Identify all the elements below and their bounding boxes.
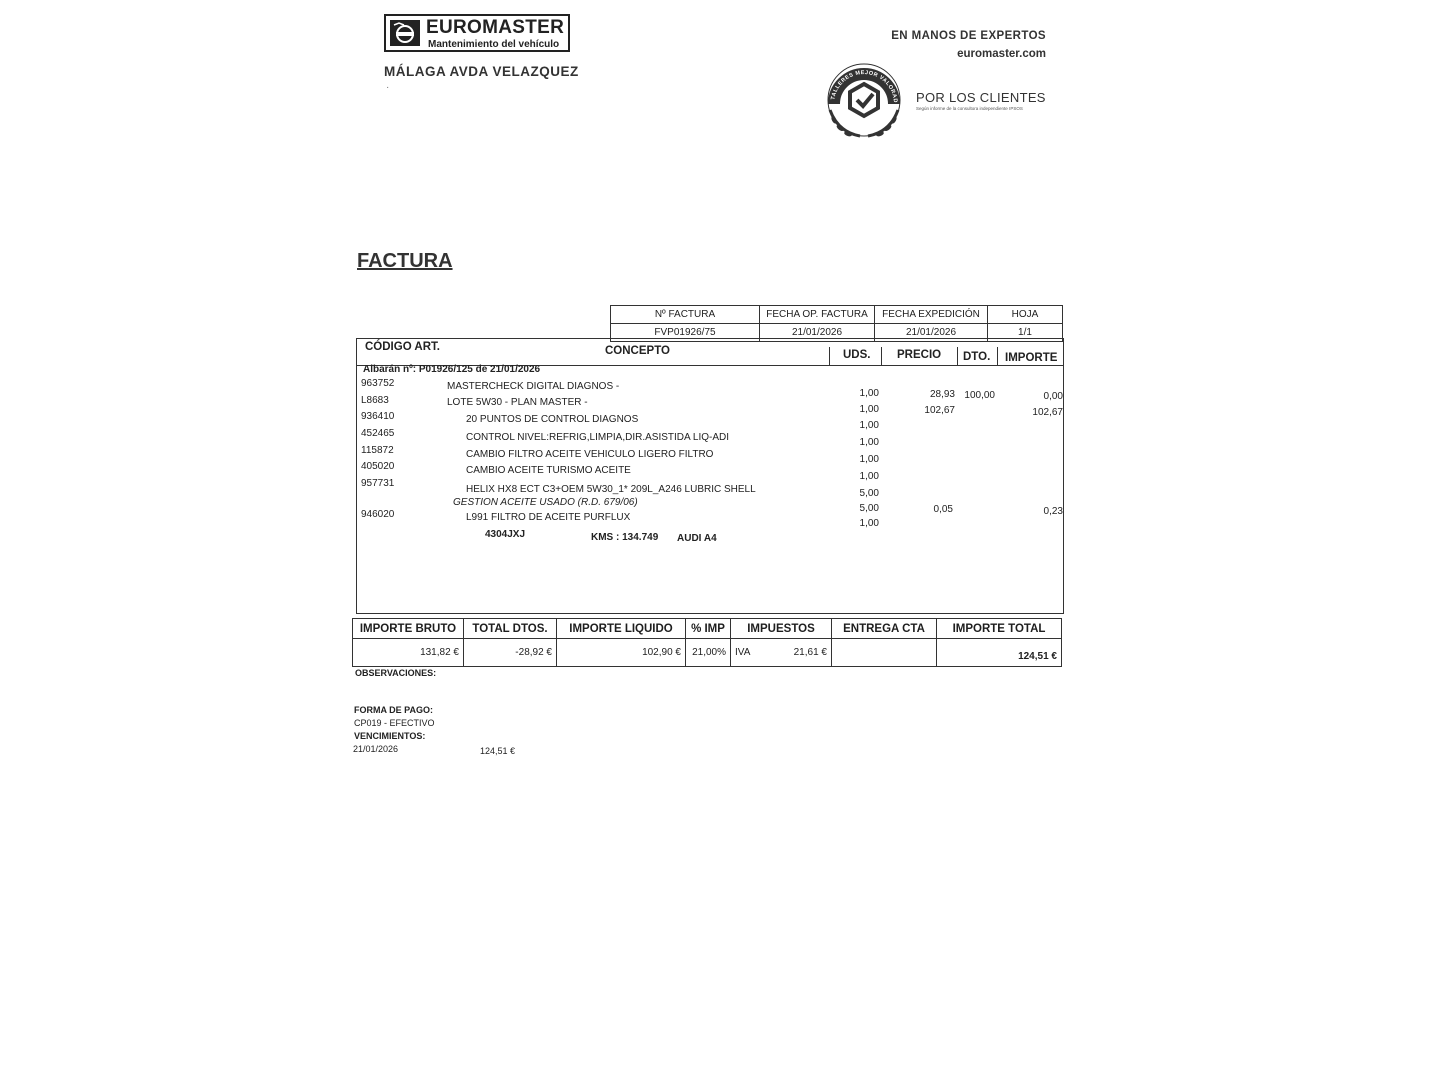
line-discount: 100,00 xyxy=(964,390,995,401)
operation-date-header: FECHA OP. FACTURA xyxy=(760,306,875,324)
line-code: 936410 xyxy=(361,411,395,422)
website: euromaster.com xyxy=(957,48,1046,60)
due-dates-label: VENCIMIENTOS: xyxy=(354,731,426,741)
due-date: 21/01/2026 xyxy=(353,744,399,754)
vehicle-plate: 4304JXJ xyxy=(485,529,526,540)
line-amount: 0,00 xyxy=(1043,391,1063,402)
line-concept: CAMBIO ACEITE TURISMO ACEITE xyxy=(466,465,631,476)
taxes-header: IMPUESTOS xyxy=(731,619,832,639)
tax-amount: 21,61 € xyxy=(793,647,827,658)
vehicle-kms: KMS : 134.749 xyxy=(591,532,659,543)
line-units: 5,00 xyxy=(859,488,879,499)
discount-column-header: DTO. xyxy=(963,351,991,363)
issue-date: 21/01/2026 xyxy=(875,324,988,342)
invoice-info-table xyxy=(610,305,1063,342)
payment-method-label: FORMA DE PAGO: xyxy=(354,705,433,715)
line-units: 1,00 xyxy=(859,471,879,482)
due-amount: 124,51 € xyxy=(480,746,516,756)
net-amount-header: IMPORTE LIQUIDO xyxy=(557,619,686,639)
line-concept: HELIX HX8 ECT C3+OEM 5W30_1* 209L_A246 LUBRIC SHELL xyxy=(466,484,756,495)
sheet-header: HOJA xyxy=(988,306,1063,324)
total-discounts-header: TOTAL DTOS. xyxy=(464,619,557,639)
invoice-lines-box xyxy=(356,338,1064,614)
euromaster-emblem-icon xyxy=(390,20,420,46)
branch-name: MÁLAGA AVDA VELAZQUEZ xyxy=(384,64,579,79)
line-units: 1,00 xyxy=(859,404,879,415)
line-code: 405020 xyxy=(361,461,395,472)
line-concept: CONTROL NIVEL:REFRIG,LIMPIA,DIR.ASISTIDA LIQ-ADI xyxy=(466,432,730,443)
price-column-header: PRECIO xyxy=(897,349,942,361)
line-concept: MASTERCHECK DIGITAL DIAGNOS - xyxy=(447,381,620,392)
euromaster-logo xyxy=(384,14,570,52)
total-discounts: -28,92 € xyxy=(464,639,557,667)
line-concept: 20 PUNTOS DE CONTROL DIAGNOS xyxy=(466,414,639,425)
tax-type: IVA xyxy=(735,647,751,658)
line-code: L8683 xyxy=(361,395,389,406)
line-units: 1,00 xyxy=(859,437,879,448)
total-amount-header: IMPORTE TOTAL xyxy=(937,619,1062,639)
line-price: 28,93 xyxy=(929,389,955,400)
albaran-reference: Albarán nº: P01926/125 de 21/01/2026 xyxy=(363,364,541,375)
amount-column-header: IMPORTE xyxy=(1005,352,1058,364)
invoice-number: FVP01926/75 xyxy=(611,324,760,342)
slogan: EN MANOS DE EXPERTOS xyxy=(891,30,1046,42)
line-concept: L991 FILTRO DE ACEITE PURFLUX xyxy=(466,512,631,523)
line-concept: GESTION ACEITE USADO (R.D. 679/06) xyxy=(453,497,638,508)
invoice-number-header: Nº FACTURA xyxy=(611,306,760,324)
gross-amount-header: IMPORTE BRUTO xyxy=(353,619,464,639)
line-amount: 0,23 xyxy=(1043,506,1063,517)
badge-ring-text: TALLERES MEJOR VALORAD xyxy=(830,69,899,104)
sheet-number: 1/1 xyxy=(988,324,1063,342)
line-code: 963752 xyxy=(361,378,395,389)
totals-table xyxy=(352,618,1062,667)
line-amount: 102,67 xyxy=(1032,407,1063,418)
line-units: 5,00 xyxy=(859,503,879,514)
vehicle-model: AUDI A4 xyxy=(677,533,717,544)
badge-note: Según informe de la consultora independiente IPSOS xyxy=(916,106,1023,111)
line-code: 115872 xyxy=(361,445,394,456)
line-units: 1,00 xyxy=(859,454,879,465)
line-price: 0,05 xyxy=(933,504,953,515)
brand-subtitle: Mantenimiento del vehículo xyxy=(428,39,560,50)
svg-text:TALLERES MEJOR VALORADOS xyxy=(820,60,898,103)
line-code: 957731 xyxy=(361,478,395,489)
line-concept: LOTE 5W30 - PLAN MASTER - xyxy=(447,397,588,408)
line-code: 452465 xyxy=(361,428,395,439)
observations-label: OBSERVACIONES: xyxy=(355,668,437,678)
units-column-header: UDS. xyxy=(843,349,871,361)
issue-date-header: FECHA EXPEDICIÓN xyxy=(875,306,988,324)
line-units: 1,00 xyxy=(859,388,879,399)
award-badge-icon xyxy=(820,60,908,147)
payment-method-value: CP019 - EFECTIVO xyxy=(354,718,435,728)
brand-name: EUROMASTER xyxy=(426,17,565,38)
scan-dot: · xyxy=(386,82,390,93)
taxes-cell xyxy=(731,639,832,667)
tax-rate-header: % IMP xyxy=(686,619,731,639)
document-title: FACTURA xyxy=(357,250,453,272)
deposit-amount xyxy=(832,639,937,667)
tax-rate: 21,00% xyxy=(686,639,731,667)
line-price: 102,67 xyxy=(924,405,955,416)
line-concept: CAMBIO FILTRO ACEITE VEHICULO LIGERO FILTRO xyxy=(466,449,714,460)
badge-label: POR LOS CLIENTES xyxy=(916,90,1046,105)
line-units: 1,00 xyxy=(859,420,879,431)
concept-column-header: CONCEPTO xyxy=(605,345,670,357)
net-amount: 102,90 € xyxy=(557,639,686,667)
deposit-header: ENTREGA CTA xyxy=(832,619,937,639)
line-units: 1,00 xyxy=(859,518,879,529)
total-amount: 124,51 € xyxy=(937,639,1062,667)
operation-date: 21/01/2026 xyxy=(760,324,875,342)
line-code: 946020 xyxy=(361,509,395,520)
code-column-header: CÓDIGO ART. xyxy=(365,341,440,353)
gross-amount: 131,82 € xyxy=(353,639,464,667)
